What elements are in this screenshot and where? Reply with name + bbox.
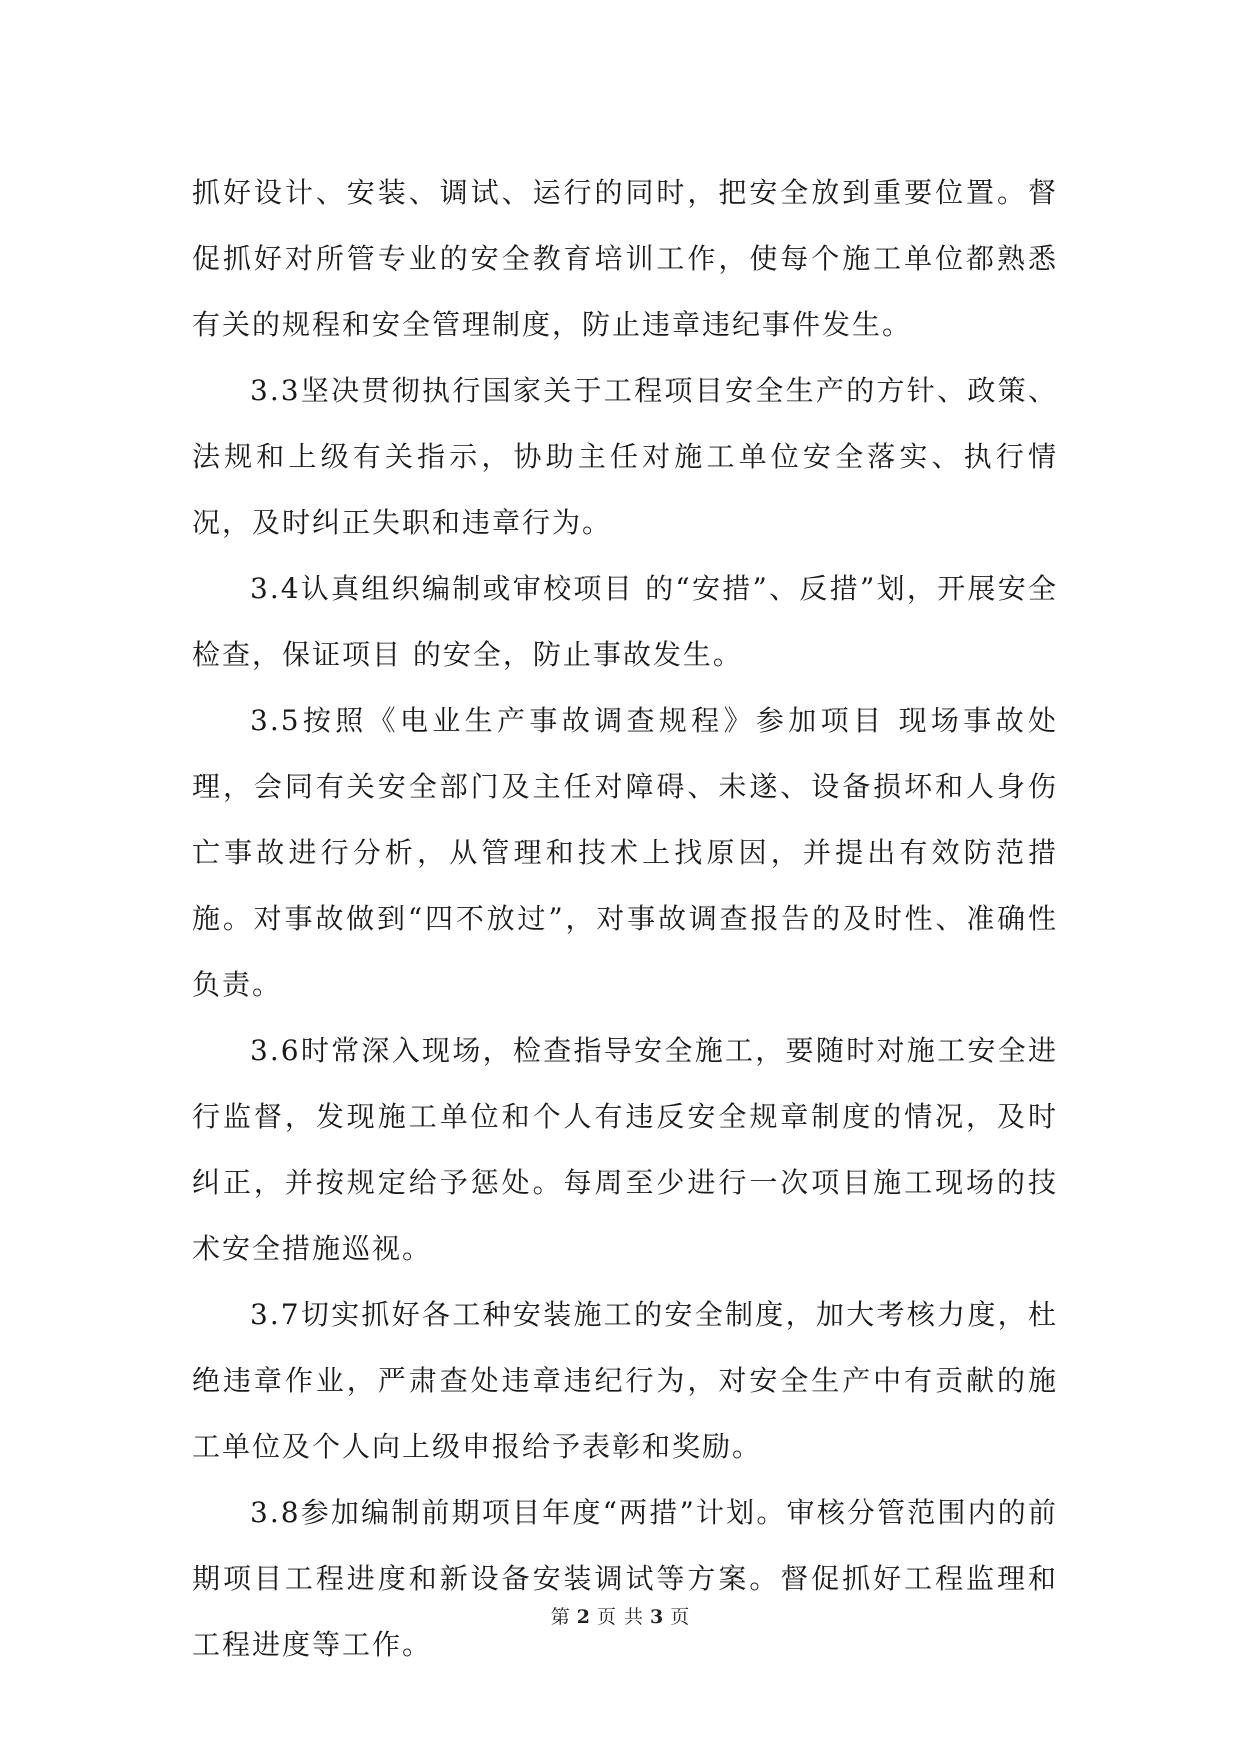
document-body xyxy=(192,160,1058,1678)
page-footer xyxy=(0,1602,1241,1629)
footer-prefix: 第 xyxy=(550,1606,571,1628)
footer-current-page: 2 xyxy=(576,1606,591,1628)
paragraph-3-5: 3.5按照《电业生产事故调查规程》参加项目 现场事故处理，会同有关安全部门及主任对障碍、未遂、设备损坏和人身伤亡事故进行分析，从管理和技术上找原因，并提出有效防范措施。对事故做到“四不放过”，对事故调查报告的及时性、准确性负责。 xyxy=(192,704,1058,1001)
paragraph-3-6: 3.6时常深入现场，检查指导安全施工，要随时对施工安全进行监督，发现施工单位和个人有违反安全规章制度的情况，及时纠正，并按规定给予惩处。每周至少进行一次项目施工现场的技术安全措施巡视。 xyxy=(192,1034,1058,1265)
paragraph-3-3: 3.3坚决贯彻执行国家关于工程项目安全生产的方针、政策、法规和上级有关指示，协助主任对施工单位安全落实、执行情况，及时纠正失职和违章行为。 xyxy=(192,374,1058,539)
paragraph-3-7: 3.7切实抓好各工种安装施工的安全制度，加大考核力度，杜绝违章作业，严肃查处违章违纪行为，对安全生产中有贡献的施工单位及个人向上级申报给予表彰和奖励。 xyxy=(192,1298,1058,1463)
paragraph-3-8: 3.8参加编制前期项目年度“两措”计划。审核分管范围内的前期项目工程进度和新设备安装调试等方案。督促抓好工程监理和工程进度等工作。 xyxy=(192,1496,1058,1661)
paragraph-continuation: 抓好设计、安装、调试、运行的同时，把安全放到重要位置。督促抓好对所管专业的安全教育培训工作，使每个施工单位都熟悉有关的规程和安全管理制度，防止违章违纪事件发生。 xyxy=(192,176,1058,341)
footer-middle: 页 共 xyxy=(596,1606,645,1628)
footer-total-pages: 3 xyxy=(650,1606,665,1628)
paragraph-3-4: 3.4认真组织编制或审校项目 的“安措”、反措”划，开展安全检查，保证项目 的安全，防止事故发生。 xyxy=(192,572,1058,671)
footer-suffix: 页 xyxy=(670,1606,691,1628)
